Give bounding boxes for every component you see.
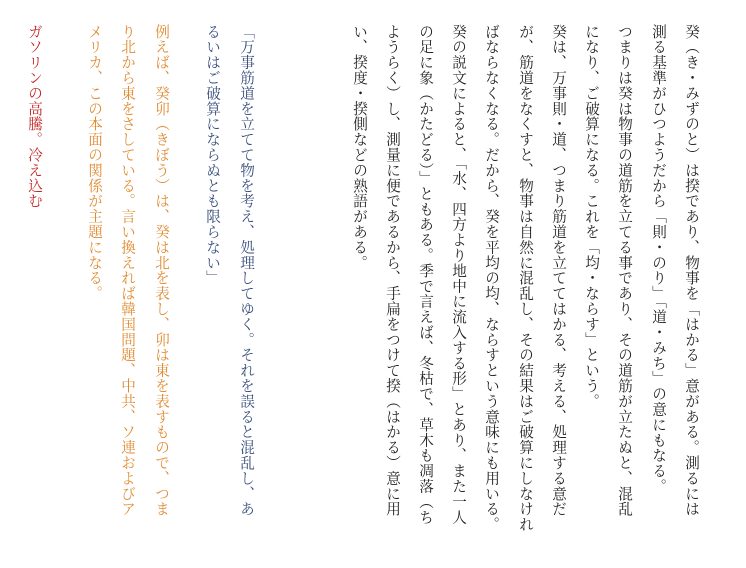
text-column: い、揆度・揆側などの熟語がある。: [351, 24, 368, 271]
example-column: 例えば、癸卯（きぼう）は、癸は北を表し、卯は東を表すもので、つま: [153, 24, 170, 517]
text-column: 癸の説文によると、「水、四方より地中に流入する形」とあり、また一人: [450, 24, 467, 525]
text-column: 測る基準がひつようだから「則・のり」「道・みち」の意にもなる。: [650, 24, 667, 495]
text-column: ばならなくなる。だから、癸を平均の均、ならすという意味にも用いる。: [483, 24, 500, 533]
text-column: の足に象（かたどる）」ともある。季で言えば、冬枯で、草木も凋落（ち: [417, 24, 434, 525]
example-column: り北から東をさしている。言い換えれば韓国問題、中共、ソ連およびア: [119, 24, 136, 517]
example-column: メリカ、この本面の関係が主題になる。: [86, 24, 103, 302]
text-column: 癸（き・みずのと）は揆であり、物事を「はかる」意がある。測るには: [683, 24, 700, 517]
text-column: 癸は、万事則・道、つまり筋道を立ててはかる、考える、処理する意だ: [550, 24, 567, 517]
quote-column: るいはご破算にならぬとも限らない」: [204, 24, 221, 286]
quote-column: 「万事筋道を立てて物を考え、処理してゆく。それを誤ると混乱し、あ: [238, 24, 255, 517]
text-column: になり、ご破算になる。これを「均・ならす」という。: [583, 24, 600, 409]
note-column: ガソリンの高騰。冷え込む: [26, 24, 43, 209]
text-column: ようらく）し、測量に便であるから、手扁をつけて揆（はかる）意に用: [384, 24, 401, 517]
text-column: が、筋道をなくすと、物事は自然に混乱し、その結果はご破算にしなけれ: [517, 24, 534, 533]
text-column: つまりは癸は物事の道筋を立てる事であり、その道筋が立たぬと、混乱: [616, 24, 633, 517]
